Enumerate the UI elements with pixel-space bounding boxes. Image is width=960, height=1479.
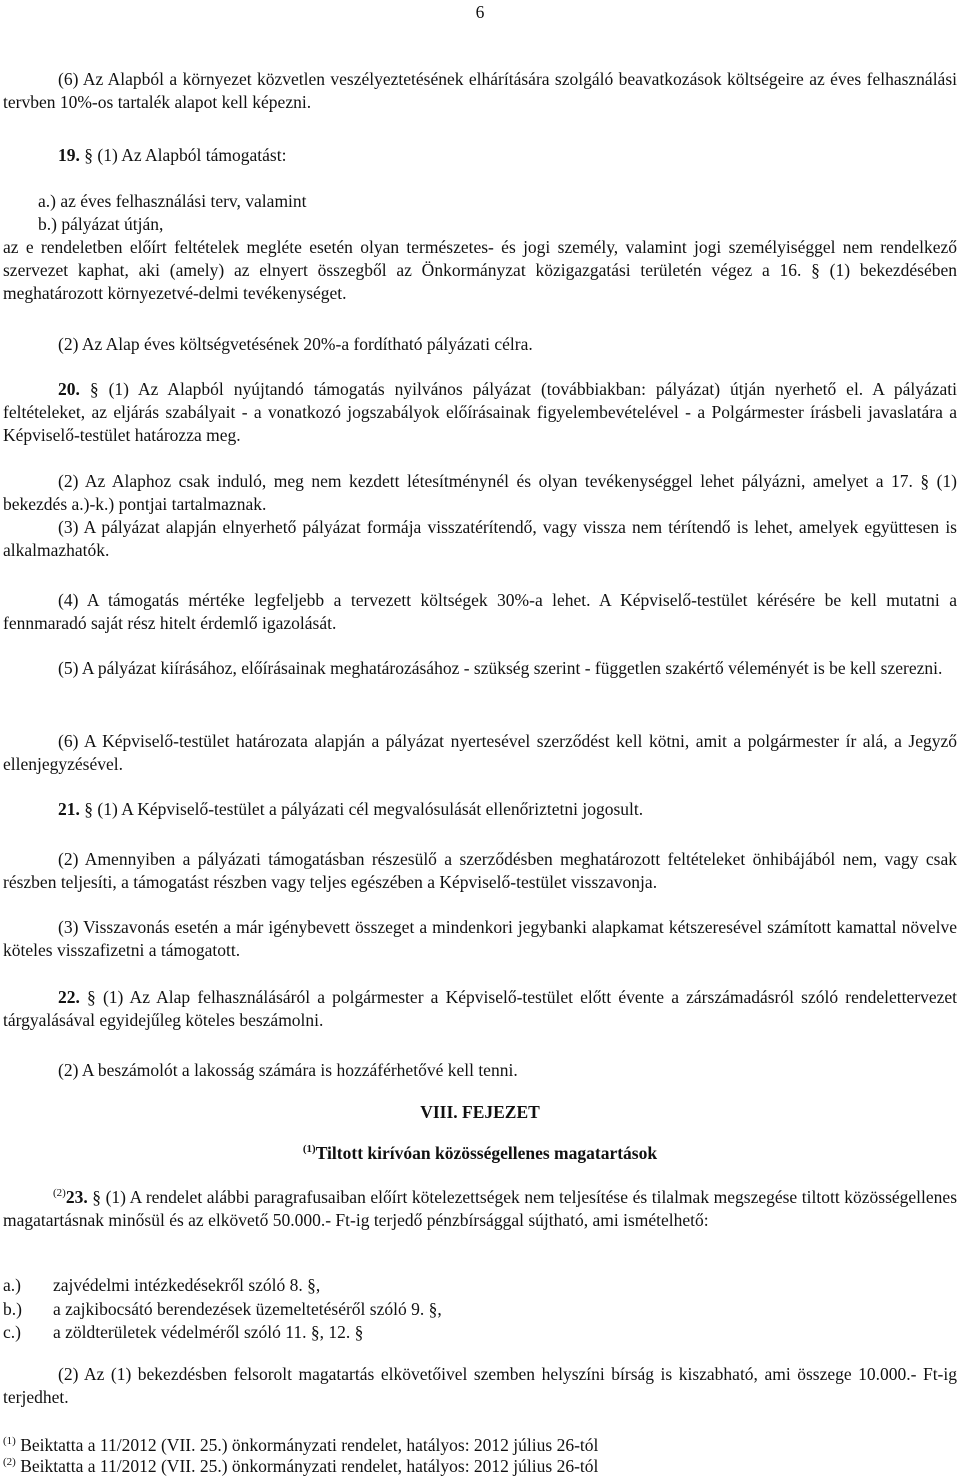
paragraph-18-6: (6) Az Alapból a környezet közvetlen veszélyeztetésének elhárítására szolgáló beavatkozások költségeire az éves felhasználási tervben 10%-os tartalék alapot kell képezni.	[3, 69, 957, 112]
list-item-text: a zajkibocsátó berendezések üzemeltetéséről szóló 9. §,	[53, 1299, 442, 1319]
list-item	[3, 1274, 320, 1297]
section-20-6: (6) A Képviselő-testület határozata alapján a pályázat nyertesével szerződést kell kötni, amit a polgármester ír alá, a Jegyző ellenjegyzésével.	[3, 731, 957, 774]
list-item-text: a zöldterületek védelméről szóló 11. §, 12. §	[53, 1322, 364, 1342]
section-20-3: (3) A pályázat alapján elnyerhető pályázat formája visszatérítendő, vagy vissza nem térítendő is lehet, amelyek együttesen is alkalmazhatók.	[3, 517, 957, 560]
section-19-body: az e rendeletben előírt feltételek megléte esetén olyan természetes- és jogi személy, valamint jogi személyiséggel nem rendelkező szervezet kaphat, aki (amely) az elnyert összegből az Önkormányzat közigazgatási területén végez a 16. § (1) bekezdésében meghatározott környezetvé-delmi tevékenységet.	[3, 237, 957, 303]
section-23-2: (2) Az (1) bekezdésben felsorolt magatartás elkövetőivel szemben helyszíni bírság is kiszabható, ami összege 10.000.- Ft-ig terjedhet.	[3, 1364, 957, 1407]
section-number: 20.	[58, 379, 80, 399]
section-20-5: (5) A pályázat kiírásához, előírásainak meghatározásához - szükség szerint - független szakértő véleményét is be kell szerezni.	[58, 658, 943, 678]
section-20-2: (2) Az Alaphoz csak induló, meg nem kezdett létesítménynél és olyan tevékenységgel lehet pályázni, amelyet a 17. § (1) bekezdés a.)-k.) pontjai tartalmaznak.	[3, 471, 957, 514]
footnote-marker: (1)	[3, 1435, 16, 1448]
footnote-text: Beiktatta a 11/2012 (VII. 25.) önkormányzati rendelet, hatályos: 2012 július 26-tól	[15, 1456, 599, 1476]
section-20-1	[3, 378, 957, 447]
chapter-title	[0, 1142, 960, 1165]
footnote-ref: (1)	[302, 1143, 316, 1156]
section-21-2: (2) Amennyiben a pályázati támogatásban részesülő a szerződésben meghatározott feltételeket önhibájából nem, vagy csak részben teljesíti, a támogatást részben vagy teljes egészében a Képviselő-testület visszavonja.	[3, 849, 957, 892]
section-number: 19.	[58, 145, 80, 165]
section-number: 21.	[58, 799, 80, 819]
section-19-2: (2) Az Alap éves költségvetésének 20%-a fordítható pályázati célra.	[58, 334, 533, 354]
section-21-1	[3, 798, 957, 821]
section-19-intro: § (1) Az Alapból támogatást:	[84, 145, 287, 165]
section-number: 23.	[65, 1187, 88, 1207]
section-22-1	[3, 986, 957, 1032]
section-23-1	[3, 1186, 957, 1232]
section-23-1-text: § (1) A rendelet alábbi paragrafusaiban előírt kötelezettségek nem teljesítése és tilalmak megszegése tiltott közösségellenes magatartásnak minősül és az elkövető 50.000.- Ft-ig terjedő pénzbírsággal sújtható, ami ismételhető:	[3, 1187, 957, 1230]
section-number: 22.	[58, 987, 80, 1007]
list-item-text: zajvédelmi intézkedésekről szóló 8. §,	[53, 1275, 321, 1295]
page-number: 6	[475, 2, 485, 22]
list-item-a: a.) az éves felhasználási terv, valamint	[38, 191, 307, 211]
chapter-title-text: Tiltott kirívóan közösségellenes magatartások	[315, 1143, 658, 1163]
footnote-text: Beiktatta a 11/2012 (VII. 25.) önkormányzati rendelet, hatályos: 2012 július 26-tól	[15, 1435, 599, 1455]
list-item-label: a.)	[3, 1275, 21, 1295]
section-22-1-text: § (1) Az Alap felhasználásáról a polgármester a Képviselő-testület előtt évente a zárszámadásról szóló rendelettervezet tárgyalásával egyidejűleg köteles beszámolni.	[3, 987, 957, 1030]
list-item-label: b.)	[3, 1299, 22, 1319]
section-21-3: (3) Visszavonás esetén a már igénybevett összeget a mindenkori jegybanki alapkamat kétszeresével számított kamattal növelve köteles visszafizetni a támogatott.	[3, 917, 957, 960]
footnote	[3, 1434, 598, 1457]
list-item-b: b.) pályázat útján,	[38, 214, 164, 234]
footnote	[3, 1455, 598, 1478]
footnote-marker: (2)	[3, 1456, 16, 1469]
list-item	[3, 1298, 442, 1321]
list-item-label: c.)	[3, 1322, 21, 1342]
section-20-4: (4) A támogatás mértéke legfeljebb a tervezett költségek 30%-a lehet. A Képviselő-testület kérésére be kell mutatni a fennmaradó saját rész hitelt érdemlő igazolását.	[3, 590, 957, 633]
section-20-1-text: § (1) Az Alapból nyújtandó támogatás nyilvános pályázat (továbbiakban: pályázat) útján nyerhető el. A pályázati feltételeket, az eljárás szabályait - a vonatkozó jogszabályok előírásainak figyelembevételével - a Polgármester írásbeli javaslatára a Képviselő-testület határozza meg.	[3, 379, 957, 445]
section-22-2: (2) A beszámolót a lakosság számára is hozzáférhetővé kell tenni.	[58, 1060, 518, 1080]
list-item	[3, 1321, 363, 1344]
footnote-ref: (2)	[53, 1187, 66, 1200]
section-21-1-text: § (1) A Képviselő-testület a pályázati cél megvalósulását ellenőriztetni jogosult.	[79, 799, 644, 819]
section-19-heading	[58, 144, 858, 167]
chapter-heading: VIII. FEJEZET	[420, 1102, 540, 1122]
